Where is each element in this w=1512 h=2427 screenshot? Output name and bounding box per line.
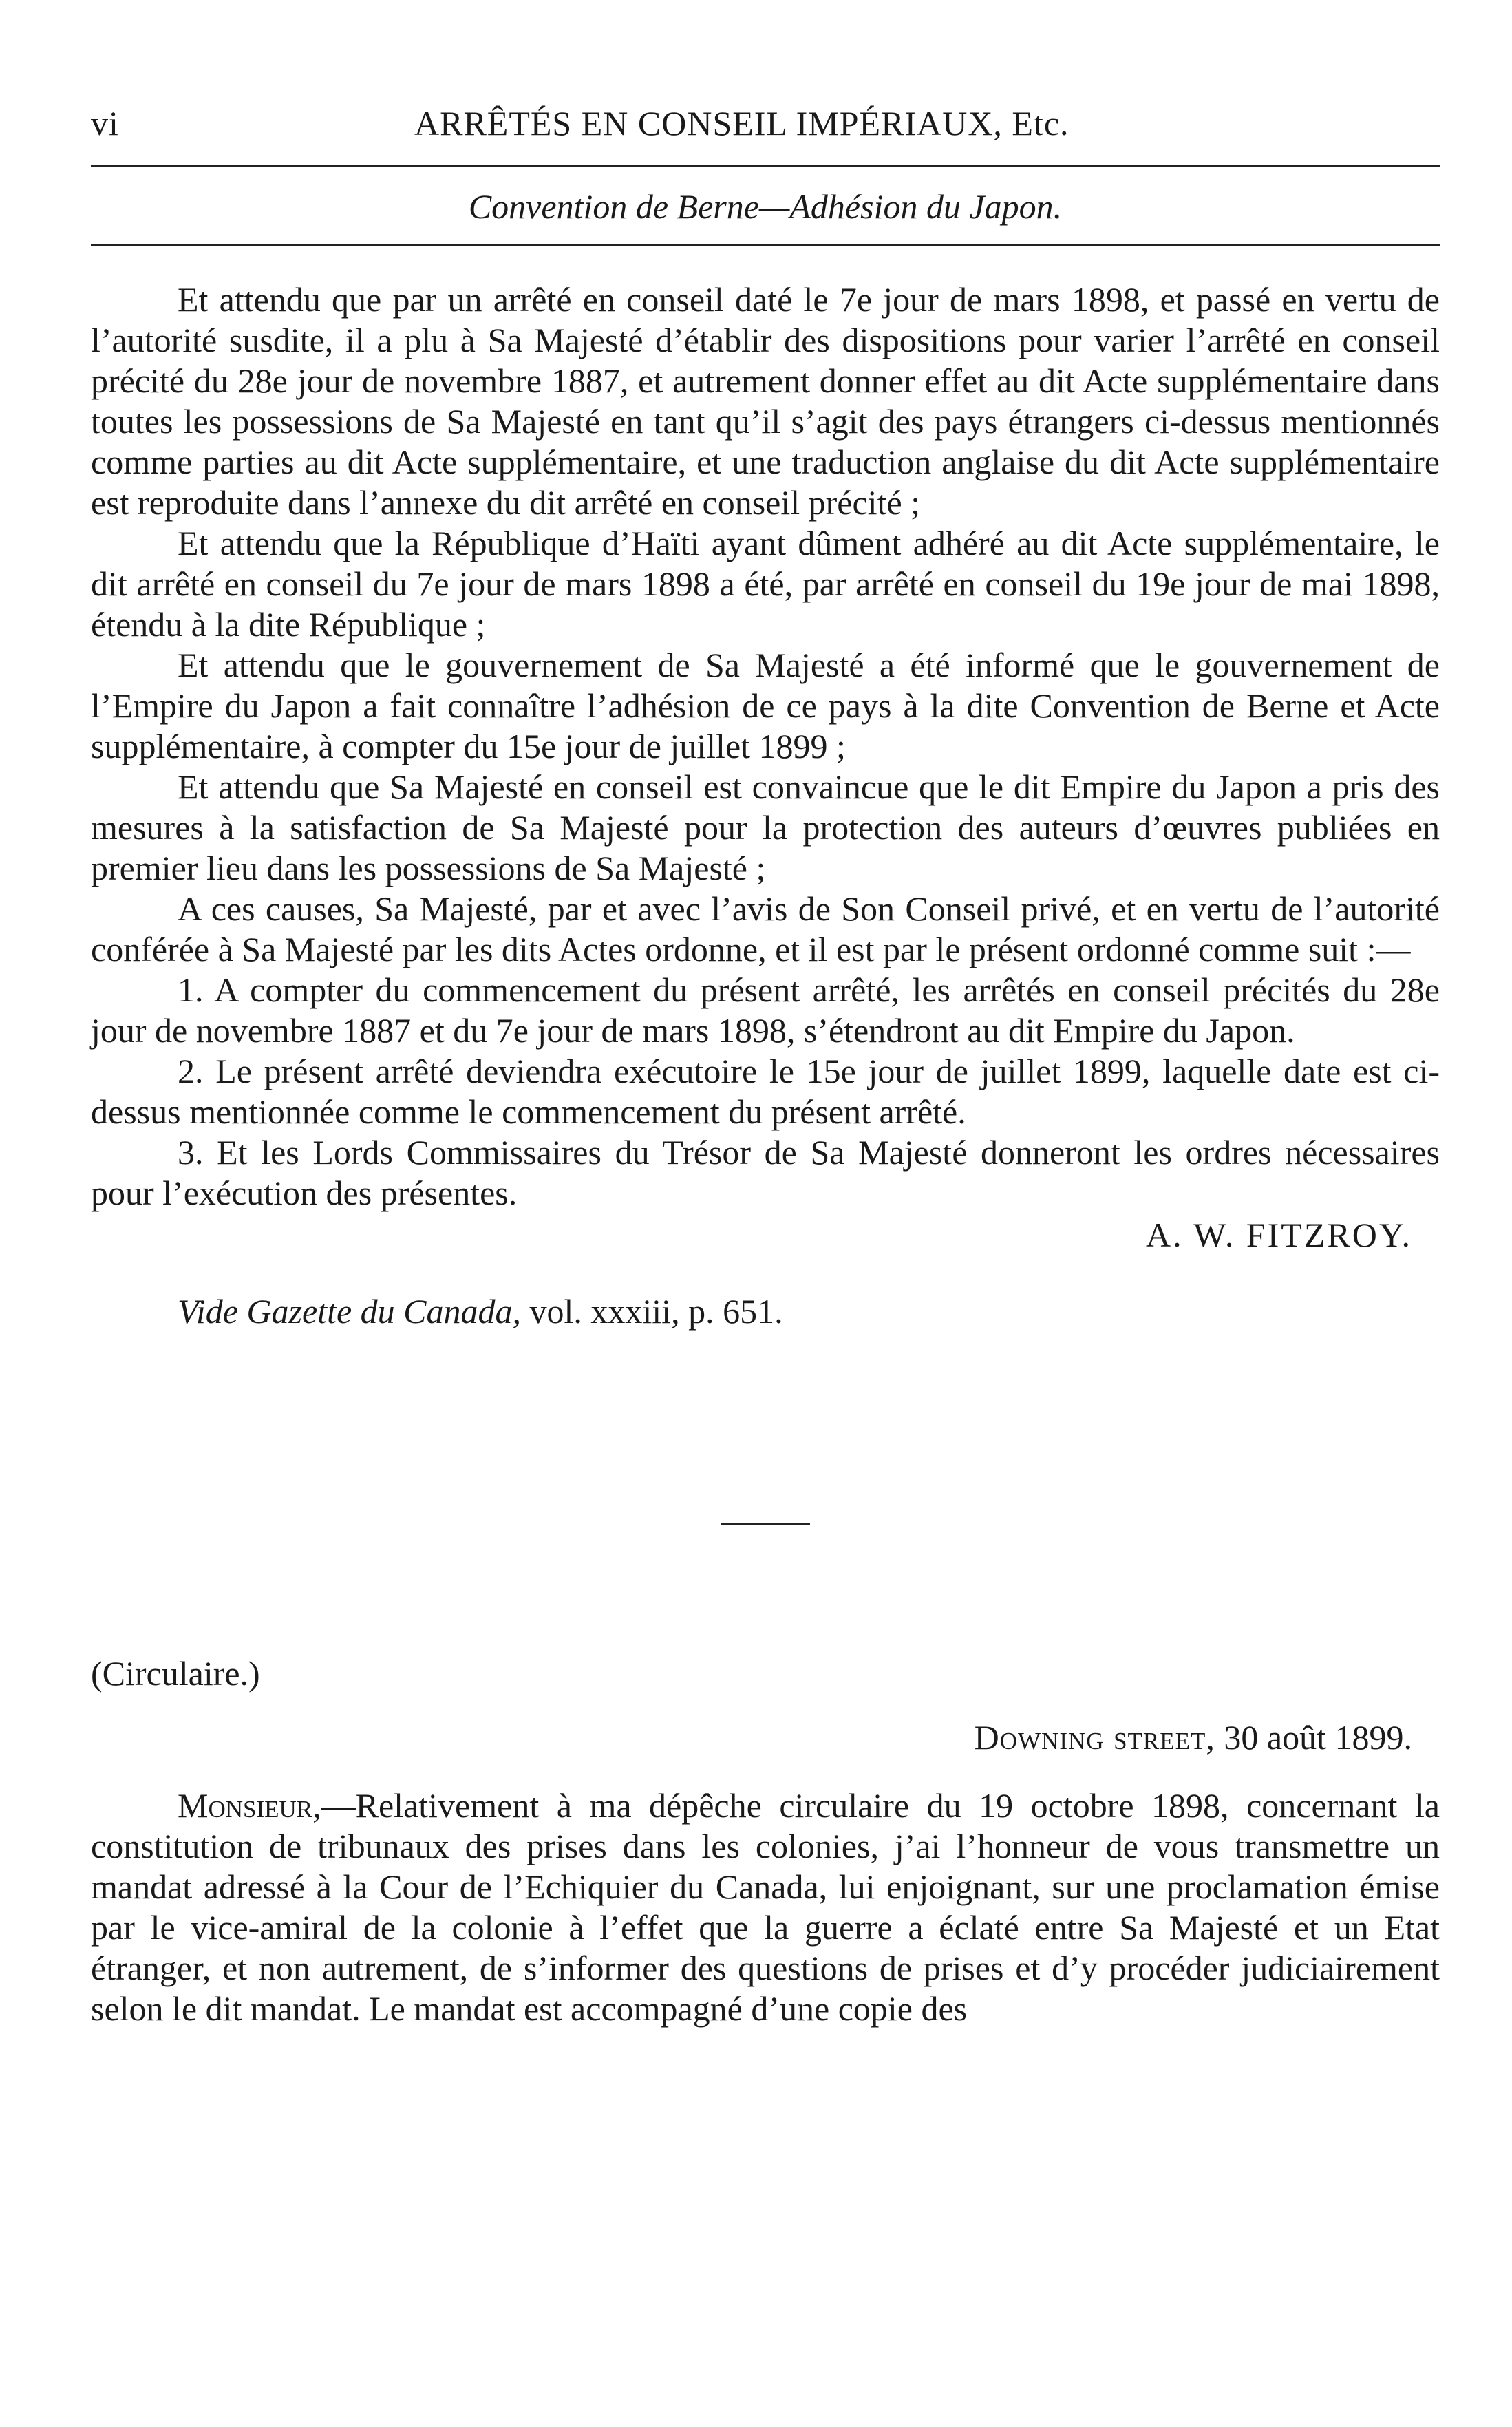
signature: A. W. FITZROY. [1146,1216,1412,1254]
section-divider [721,1523,810,1525]
circular-label: (Circulaire.) [91,1654,260,1693]
paragraph: 2. Le présent arrêté deviendra exécutoire le 15e jour de juillet 1899, laquelle date est ci-dessus mentionnée comme le commencement du présent arrêté. [91,1052,1440,1131]
section-title: Convention de Berne—Adhésion du Japon. [468,187,1063,226]
paragraph: 3. Et les Lords Commissaires du Trésor de Sa Majesté donneront les ordres nécessaires pour l’exécution des présentes. [91,1133,1440,1212]
paragraph: A ces causes, Sa Majesté, par et avec l’avis de Son Conseil privé, et en vertu de l’autorité conférée à Sa Majesté par les dits Actes ordonne, et il est par le présent ordonné comme suit :— [91,889,1440,968]
dateline-date: 30 août 1899. [1215,1718,1412,1757]
page-header [91,103,1440,165]
letter-text: —Relativement à ma dépêche circulaire du 19 octobre 1898, concernant la constitution de tribunaux des prises dans les colonies, j’ai l’honneur de vous transmettre un mandat adressé à la Cour de l’Echiquier du Canada, lui enjoignant, sur une proclamation émise par le vice-amiral de la colonie à l’effet que la guerre a éclaté entre Sa Majesté et un Etat étranger, et non autrement, de s’informer des questions de prises et d’y procéder judiciairement selon le dit mandat. Le mandat est accompagné d’une copie des [91,1786,1440,2028]
dateline [91,1717,1412,1758]
gazette-reference [178,1291,1440,1332]
letter-salutation: Monsieur, [178,1786,321,1825]
dateline-place: Downing street, [974,1718,1215,1757]
letter-body [91,1785,1440,2029]
paragraph: Et attendu que la République d’Haïti ayant dûment adhéré au dit Acte supplémentaire, le dit arrêté en conseil du 7e jour de mars 1898 a été, par arrêté en conseil du 19e jour de mai 1898, étendu à la dite République ; [91,524,1440,644]
paragraph: Et attendu que par un arrêté en conseil daté le 7e jour de mars 1898, et passé en vertu de l’autorité susdite, il a plu à Sa Majesté d’établir des dispositions pour varier l’arrêté en conseil précité du 28e jour de novembre 1887, et autrement donner effet au dit Acte supplémentaire dans toutes les possessions de Sa Majesté en tant qu’il s’agit des pays étrangers ci-dessus mentionnés comme parties au dit Acte supplémentaire, et une traduction anglaise du dit Acte supplémentaire est reproduite dans l’annexe du dit arrêté en conseil précité ; [91,280,1440,522]
gazette-volume: vol. xxxiii, p. 651. [521,1292,783,1331]
header-rule [91,165,1440,167]
document-page [91,103,1440,2064]
gazette-title: Vide Gazette du Canada, [178,1292,521,1331]
running-title: ARRÊTÉS EN CONSEIL IMPÉRIAUX, Etc. [414,104,1069,142]
title-rule [91,244,1440,246]
page-number: vi [91,104,119,142]
paragraph: Et attendu que le gouvernement de Sa Majesté a été informé que le gouvernement de l’Empire du Japon a fait connaître l’adhésion de ce pays à la dite Convention de Berne et Acte supplémentaire, à compter du 15e jour de juillet 1899 ; [91,646,1440,765]
order-body [91,279,1440,1214]
paragraph: Et attendu que Sa Majesté en conseil est convaincue que le dit Empire du Japon a pris des mesures à la satisfaction de Sa Majesté pour la protection des auteurs d’œuvres publiées en premier lieu dans les possessions de Sa Majesté ; [91,767,1440,887]
paragraph: 1. A compter du commencement du présent arrêté, les arrêtés en conseil précités du 28e jour de novembre 1887 et du 7e jour de mars 1898, s’étendront au dit Empire du Japon. [91,971,1440,1050]
